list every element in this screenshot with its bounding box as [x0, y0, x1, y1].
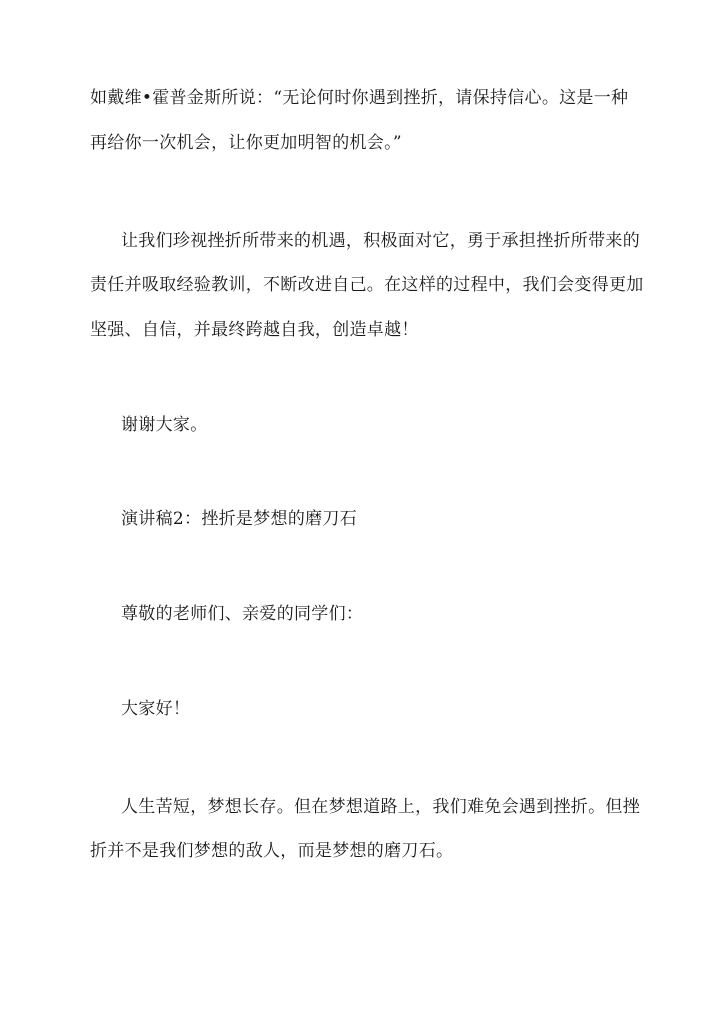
- speech-title: 演讲稿2：挫折是梦想的磨刀石: [121, 509, 358, 529]
- greeting-line: 尊敬的老师们、亲爱的同学们：: [121, 604, 364, 624]
- paragraph-7-line-2: 折并不是我们梦想的敌人，而是梦想的磨刀石。: [90, 841, 454, 861]
- hello-line: 大家好！: [121, 699, 191, 719]
- paragraph-1-line-2: 再给你一次机会，让你更加明智的机会。”: [90, 133, 402, 153]
- paragraph-2-line-3: 坚强、自信，并最终跨越自我，创造卓越！: [90, 320, 419, 340]
- paragraph-2-line-1: 让我们珍视挫折所带来的机遇，积极面对它，勇于承担挫折所带来的: [121, 231, 640, 251]
- paragraph-7-line-1: 人生苦短，梦想长存。但在梦想道路上，我们难免会遇到挫折。但挫: [121, 797, 640, 817]
- paragraph-1-line-1: 如戴维•霍普金斯所说：“无论何时你遇到挫折，请保持信心。这是一种: [90, 88, 629, 108]
- paragraph-2-line-2: 责任并吸取经验教训，不断改进自己。在这样的过程中，我们会变得更加: [90, 275, 644, 295]
- paragraph-3-line-1: 谢谢大家。: [121, 415, 208, 435]
